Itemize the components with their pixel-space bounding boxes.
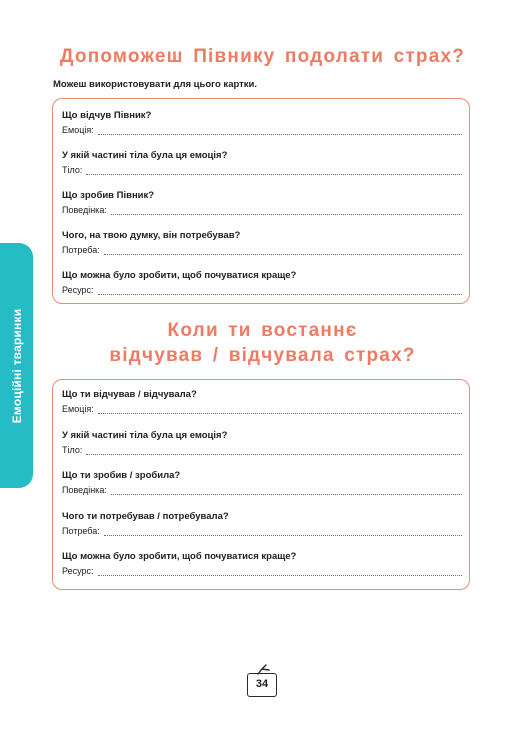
question-text: Чого ти потребував / потребувала?: [62, 511, 229, 522]
question-item: [62, 190, 462, 216]
answer-line[interactable]: [86, 446, 462, 455]
page-number-badge: [247, 664, 280, 700]
question-text: Що зробив Півник?: [62, 190, 155, 201]
answer-label: Ресурс:: [62, 285, 94, 295]
question-item: [62, 470, 462, 496]
answer-label: Потреба:: [62, 526, 100, 536]
answer-label: Тіло:: [62, 165, 83, 175]
answer-label: Поведінка:: [62, 485, 107, 495]
section1-subtitle: Можеш використовувати для цього картки.: [53, 79, 258, 90]
question-text: Що ти відчував / відчувала?: [62, 389, 197, 400]
section2-title-line1: Коли ти востаннє: [167, 320, 358, 341]
page-number: 34: [247, 673, 277, 697]
answer-label: Тіло:: [62, 445, 83, 455]
question-item: [62, 230, 462, 256]
question-item: [62, 150, 462, 176]
answer-line[interactable]: [86, 166, 462, 175]
answer-line[interactable]: [98, 286, 462, 295]
question-text: У якій частині тіла була ця емоція?: [62, 430, 228, 441]
question-text: Що ти зробив / зробила?: [62, 470, 181, 481]
question-text: Що можна було зробити, щоб почуватися краще?: [62, 270, 297, 281]
answer-label: Емоція:: [62, 125, 94, 135]
answer-line[interactable]: [111, 206, 462, 215]
question-item: [62, 511, 462, 537]
questions-card-1: [52, 98, 470, 304]
question-text: Що можна було зробити, щоб почуватися краще?: [62, 551, 297, 562]
answer-line[interactable]: [104, 527, 462, 536]
answer-line[interactable]: [98, 126, 462, 135]
question-item: [62, 551, 462, 577]
answer-label: Емоція:: [62, 404, 94, 414]
answer-line[interactable]: [98, 567, 462, 576]
answer-line[interactable]: [104, 246, 462, 255]
section2-title: [0, 318, 525, 368]
answer-line[interactable]: [111, 486, 462, 495]
answer-label: Потреба:: [62, 245, 100, 255]
answer-label: Ресурс:: [62, 566, 94, 576]
answer-line[interactable]: [98, 405, 462, 414]
question-item: [62, 430, 462, 456]
question-text: Чого, на твою думку, він потребував?: [62, 230, 241, 241]
section2-title-line2: відчував / відчувала страх?: [109, 345, 416, 366]
question-item: [62, 389, 462, 415]
side-tab-label: Емоційні тваринки: [9, 308, 24, 423]
question-item: [62, 270, 462, 296]
section1-title: Допоможеш Півнику подолати страх?: [59, 46, 466, 67]
questions-card-2: [52, 379, 470, 590]
question-text: Що відчув Півник?: [62, 110, 152, 121]
answer-label: Поведінка:: [62, 205, 107, 215]
question-item: [62, 110, 462, 136]
question-text: У якій частині тіла була ця емоція?: [62, 150, 228, 161]
